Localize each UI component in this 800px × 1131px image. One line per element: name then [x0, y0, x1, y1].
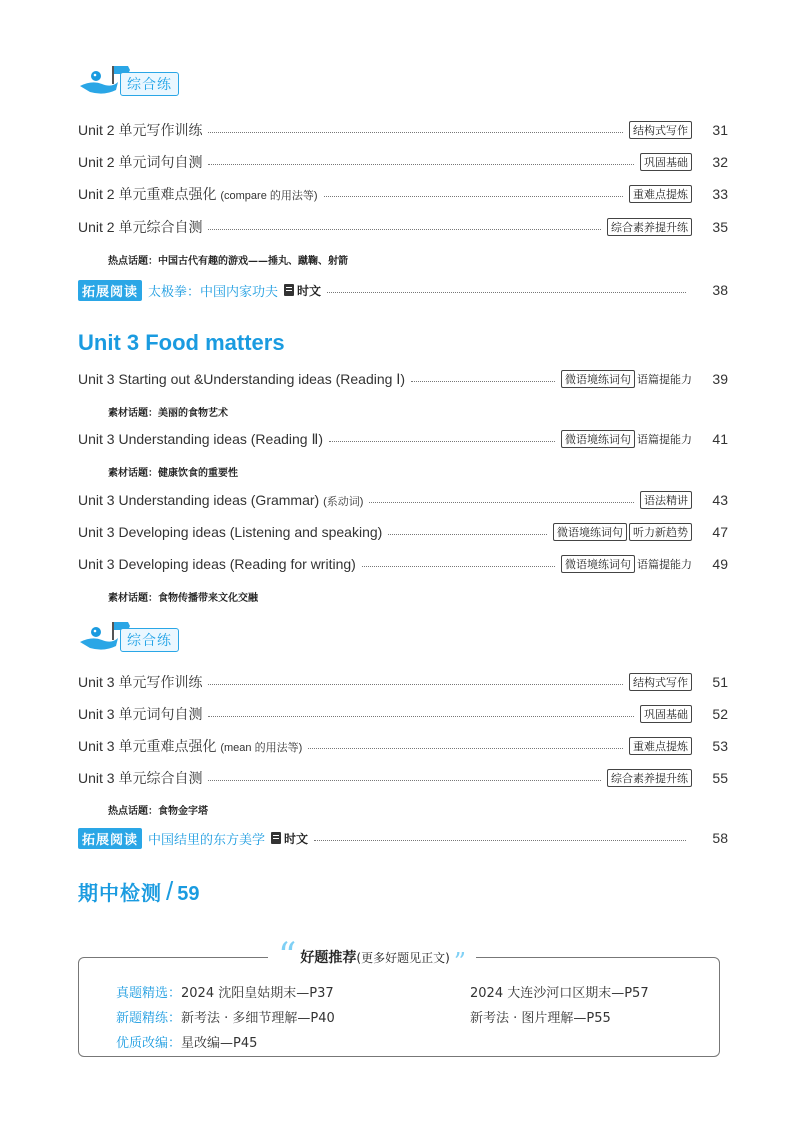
recommend-label: 真题精选：: [116, 986, 182, 1001]
extension-reading-row[interactable]: [78, 828, 728, 848]
toc-row-title: Unit 3 Understanding ideas (Grammar) (系动词): [78, 491, 364, 508]
toc-row-tag: 综合素养提升练: [607, 218, 692, 236]
toc-row-title: Unit 2 单元词句自测: [78, 154, 203, 170]
toc-row-page: 31: [712, 122, 728, 138]
dot-leader: [362, 566, 555, 567]
topic-note: 热点话题：食物金字塔: [108, 806, 208, 817]
toc-row[interactable]: [78, 151, 728, 173]
toc-row-tag2: 听力新趋势: [629, 523, 692, 541]
toc-row-title: Unit 3 单元词句自测: [78, 706, 203, 722]
toc-row[interactable]: [78, 521, 728, 543]
toc-row[interactable]: [78, 489, 728, 511]
toc-row[interactable]: [78, 671, 728, 693]
recommend-text: 星改编—P45: [181, 1036, 258, 1051]
dot-leader: [388, 534, 547, 535]
toc-row-note: (mean 的用法等): [220, 742, 303, 754]
recommend-item[interactable]: [116, 982, 334, 1001]
toc-row-title: Unit 2 单元写作训练: [78, 122, 203, 138]
dot-leader: [208, 132, 623, 133]
midterm-title: 期中检测: [78, 881, 162, 905]
dot-leader: [208, 684, 623, 685]
toc-row-title: Unit 2 单元重难点强化 (compare 的用法等): [78, 186, 318, 202]
toc-row[interactable]: [78, 216, 728, 238]
toc-row-tag: 重难点提炼: [629, 737, 692, 755]
midterm-heading[interactable]: [78, 876, 199, 907]
recommend-item[interactable]: [116, 1007, 335, 1026]
dot-leader: [324, 196, 623, 197]
section-badge: 综合练: [120, 628, 179, 652]
toc-row-tag: 微语境练词句: [561, 370, 635, 388]
dot-leader: [208, 716, 634, 717]
recommend-text: 新考法 · 图片理解—P55: [470, 1011, 611, 1026]
toc-row-tag2: 语篇提能力: [637, 373, 692, 386]
toc-row[interactable]: [78, 553, 728, 575]
toc-row-page: 49: [712, 556, 728, 572]
extension-title: 太极拳：中国内家功夫: [148, 284, 279, 300]
toc-row-title: Unit 2 单元综合自测: [78, 219, 203, 235]
topic-note: 素材话题：食物传播带来文化交融: [108, 593, 258, 604]
toc-row-note: (compare 的用法等): [220, 190, 318, 202]
toc-row-page: 32: [712, 154, 728, 170]
toc-row[interactable]: [78, 735, 728, 757]
toc-row[interactable]: [78, 368, 728, 390]
toc-row[interactable]: [78, 183, 728, 205]
toc-row[interactable]: [78, 703, 728, 725]
recommend-text: 新考法 · 多细节理解—P40: [181, 1011, 335, 1026]
toc-row[interactable]: [78, 119, 728, 141]
dot-leader: [308, 748, 623, 749]
extension-reading-row[interactable]: [78, 280, 728, 300]
toc-row-page: 53: [712, 738, 728, 754]
toc-row-page: 52: [712, 706, 728, 722]
recommend-item[interactable]: [470, 982, 649, 1001]
dot-leader: [314, 840, 686, 841]
toc-row-title: Unit 3 Developing ideas (Reading for writing): [78, 556, 356, 572]
section-badge-block: [78, 618, 179, 654]
toc-row-page: 33: [712, 186, 728, 202]
toc-row-tag: 巩固基础: [640, 705, 692, 723]
toc-row-tag: 微语境练词句: [561, 430, 635, 448]
topic-note: 素材话题：美丽的食物艺术: [108, 408, 228, 419]
toc-row-page: 41: [712, 431, 728, 447]
extension-page: 58: [712, 830, 728, 846]
recommend-label: 新题精练：: [116, 1011, 182, 1026]
extension-tag: 拓展阅读: [78, 828, 142, 849]
toc-row-title: Unit 3 单元综合自测: [78, 770, 203, 786]
document-icon: [284, 284, 294, 296]
recommend-text: 2024 沈阳皇姑期末—P37: [181, 986, 334, 1001]
toc-row-page: 47: [712, 524, 728, 540]
toc-row-title: Unit 3 单元写作训练: [78, 674, 203, 690]
recommend-title: 好题推荐: [300, 950, 357, 966]
dot-leader: [327, 292, 686, 293]
section-badge: 综合练: [120, 72, 179, 96]
quote-open-icon: “: [278, 936, 297, 977]
extension-title: 中国结里的东方美学: [148, 832, 266, 848]
extension-kind: 时文: [284, 831, 309, 846]
toc-row-tag: 综合素养提升练: [607, 769, 692, 787]
slash-divider: /: [166, 876, 174, 906]
toc-row-title: Unit 3 Developing ideas (Listening and speaking): [78, 524, 383, 540]
toc-row-tag: 重难点提炼: [629, 185, 692, 203]
recommend-item[interactable]: [470, 1007, 611, 1026]
dot-leader: [411, 381, 555, 382]
toc-row-page: 43: [712, 492, 728, 508]
toc-row-tag: 结构式写作: [629, 121, 692, 139]
toc-row[interactable]: [78, 428, 728, 450]
recommend-text: 2024 大连沙河口区期末—P57: [470, 986, 649, 1001]
toc-row-tag: 结构式写作: [629, 673, 692, 691]
toc-row-tag: 微语境练词句: [553, 523, 627, 541]
midterm-page: 59: [177, 883, 200, 905]
toc-row[interactable]: [78, 767, 728, 789]
topic-note: 素材话题：健康饮食的重要性: [108, 468, 238, 479]
recommend-item[interactable]: [116, 1032, 257, 1051]
recommend-label: 优质改编：: [116, 1036, 182, 1051]
extension-tag: 拓展阅读: [78, 280, 142, 301]
unit-heading: Unit 3 Food matters: [78, 330, 285, 355]
document-icon: [271, 832, 281, 844]
recommend-subtitle: (更多好题见正文): [356, 950, 450, 965]
dot-leader: [208, 164, 634, 165]
toc-row-tag: 语法精讲: [640, 491, 692, 509]
toc-row-page: 51: [712, 674, 728, 690]
signpost-icon: [112, 66, 114, 84]
toc-row-tag2: 语篇提能力: [637, 558, 692, 571]
toc-row-tag2: 语篇提能力: [637, 433, 692, 446]
quote-close-icon: ”: [453, 948, 467, 976]
dot-leader: [208, 780, 601, 781]
recommend-header: [268, 938, 476, 976]
extension-kind: 时文: [297, 283, 322, 298]
section-badge-block: [78, 62, 179, 98]
toc-row-page: 55: [712, 770, 728, 786]
toc-row-tag: 微语境练词句: [561, 555, 635, 573]
dot-leader: [208, 229, 601, 230]
toc-row-page: 35: [712, 219, 728, 235]
toc-row-title: Unit 3 Understanding ideas (Reading Ⅱ): [78, 430, 324, 447]
topic-note: 热点话题：中国古代有趣的游戏——捶丸、蹴鞠、射箭: [108, 256, 348, 267]
extension-page: 38: [712, 282, 728, 298]
toc-row-title: Unit 3 单元重难点强化 (mean 的用法等): [78, 738, 303, 754]
toc-row-page: 39: [712, 371, 728, 387]
dot-leader: [369, 502, 634, 503]
dot-leader: [329, 441, 555, 442]
toc-row-note: (系动词): [323, 495, 364, 508]
toc-row-title: Unit 3 Starting out &Understanding ideas (Reading Ⅰ): [78, 370, 406, 387]
toc-row-tag: 巩固基础: [640, 153, 692, 171]
